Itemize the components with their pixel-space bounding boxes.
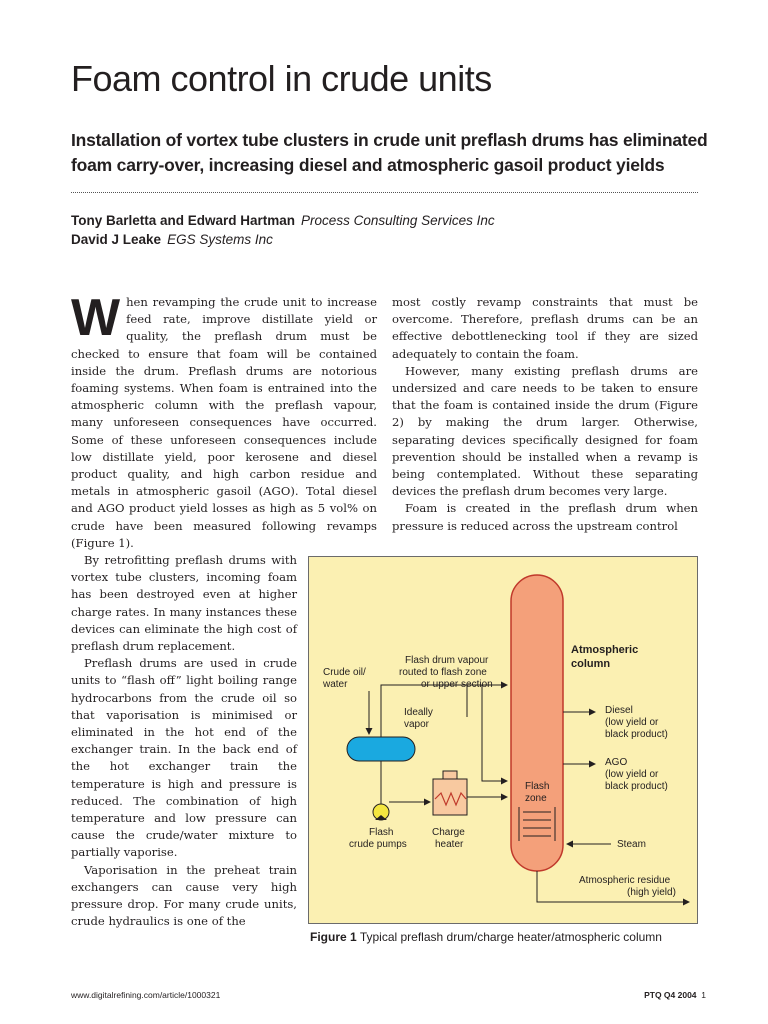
- article-subtitle: Installation of vortex tube clusters in crude unit preflash drums has eliminated foam carry-over, increasing diesel and atmospheric gasoil product yields: [71, 130, 708, 175]
- paragraph: Foam is created in the preflash drum when pressure is reduced across the upstream control: [392, 501, 698, 533]
- label-flash-pumps: Flash: [369, 827, 394, 838]
- label-diesel: (low yield or: [605, 717, 659, 728]
- author-line: [71, 230, 495, 249]
- label-atm-column: column: [571, 658, 611, 670]
- paragraph: However, many existing preflash drums are undersized and care needs to be taken to ensure that the foam is contained inside the drum (Figure 2) by making the drum larger. Otherwise, separating devices specifically designed for foam prevention should be installed when a revamp is being contemplated. Without these separating devices the preflash drum becomes very large.: [392, 363, 698, 499]
- preflash-drum: [347, 737, 415, 761]
- label-residue: (high yield): [627, 887, 676, 898]
- paragraph: By retrofitting preflash drums with vortex tube clusters, incoming foam has been destroyed even at higher charge rates. In many instances these devices can eliminate the high cost of preflash drum replacement.: [71, 553, 297, 654]
- author-line: [71, 211, 495, 230]
- author-block: [71, 211, 495, 249]
- label-crude-oil: water: [323, 679, 348, 690]
- label-flash-vapour: Flash drum vapour: [405, 655, 489, 666]
- label-ago: (low yield or: [605, 769, 659, 780]
- label-charge-heater: heater: [435, 839, 464, 850]
- footer-issue: [644, 990, 706, 1000]
- label-ideal-vapor: vapor: [404, 719, 430, 730]
- paragraph: [71, 289, 377, 552]
- process-diagram: [309, 557, 697, 923]
- label-flash-zone: zone: [525, 793, 547, 804]
- label-charge-heater: Charge: [432, 827, 465, 838]
- figure-caption-label: Figure 1: [310, 930, 357, 944]
- author-names: David J Leake: [71, 232, 162, 247]
- label-steam: Steam: [617, 839, 646, 850]
- page-number: 1: [701, 990, 706, 1000]
- paragraph: Vaporisation in the preheat train exchangers can cause very high pressure drop. For many crude units, crude hydraulics is one of the: [71, 862, 297, 929]
- label-ago: black product): [605, 781, 668, 792]
- paragraph: most costly revamp constraints that must be overcome. Therefore, preflash drums can be an effective debottlenecking tool if they are sized adequately to contain the foam.: [392, 295, 698, 361]
- label-ideal-vapor: Ideally: [404, 707, 433, 718]
- dotted-divider: [71, 192, 698, 193]
- label-ago: AGO: [605, 757, 628, 768]
- footer-url: www.digitalrefining.com/article/1000321: [71, 990, 221, 1000]
- body-column-left-bottom: [71, 552, 297, 930]
- label-flash-vapour: routed to flash zone: [399, 667, 487, 678]
- footer-issue-label: PTQ Q4 2004: [644, 990, 697, 1000]
- article-title: Foam control in crude units: [71, 58, 492, 99]
- body-column-left-top: [71, 289, 377, 552]
- label-flash-pumps: crude pumps: [349, 839, 407, 850]
- label-residue: Atmospheric residue: [579, 875, 671, 886]
- drop-cap: W: [71, 289, 121, 347]
- figure-caption: [310, 930, 662, 944]
- label-atm-column: Atmospheric: [571, 644, 639, 656]
- author-names: Tony Barletta and Edward Hartman: [71, 213, 296, 228]
- paragraph: Preflash drums are used in crude units to “flash off” light boiling range hydrocarbons from the crude oil so that vaporisation is minimised or eliminated in the hot end of the exchanger train. In the back end of the hot exchanger train the temperature is high and pressure is reduced. The combination of high temperature and low pressure can cause the crude/water mixture to partially vaporise.: [71, 656, 297, 860]
- label-flash-vapour: or upper section: [421, 679, 493, 690]
- body-column-right: [392, 294, 698, 535]
- charge-heater-icon: [433, 771, 467, 815]
- author-affiliation: EGS Systems Inc: [167, 232, 273, 247]
- figure-1: [308, 556, 698, 924]
- label-diesel: black product): [605, 729, 668, 740]
- figure-caption-text: Typical preflash drum/charge heater/atmospheric column: [359, 930, 662, 944]
- label-diesel: Diesel: [605, 705, 633, 716]
- label-flash-zone: Flash: [525, 781, 550, 792]
- label-crude-oil: Crude oil/: [323, 667, 366, 678]
- author-affiliation: Process Consulting Services Inc: [301, 213, 495, 228]
- paragraph-text: hen revamping the crude unit to increase feed rate, improve distillate yield or quality, the preflash drum must be checked to ensure that foam will be contained inside the drum. Preflash drums are notorious foaming systems. When foam is entrained into the atmospheric column with the preflash vapour, many unforeseen consequences have occurred. Some of these unforeseen consequences include low distillate yield, poor kerosene and diesel product quality, and high carbon residue and metals in atmospheric gasoil (AGO). Total diesel and AGO product yield losses as high as 5 vol% on crude have been measured following revamps (Figure 1).: [71, 295, 377, 550]
